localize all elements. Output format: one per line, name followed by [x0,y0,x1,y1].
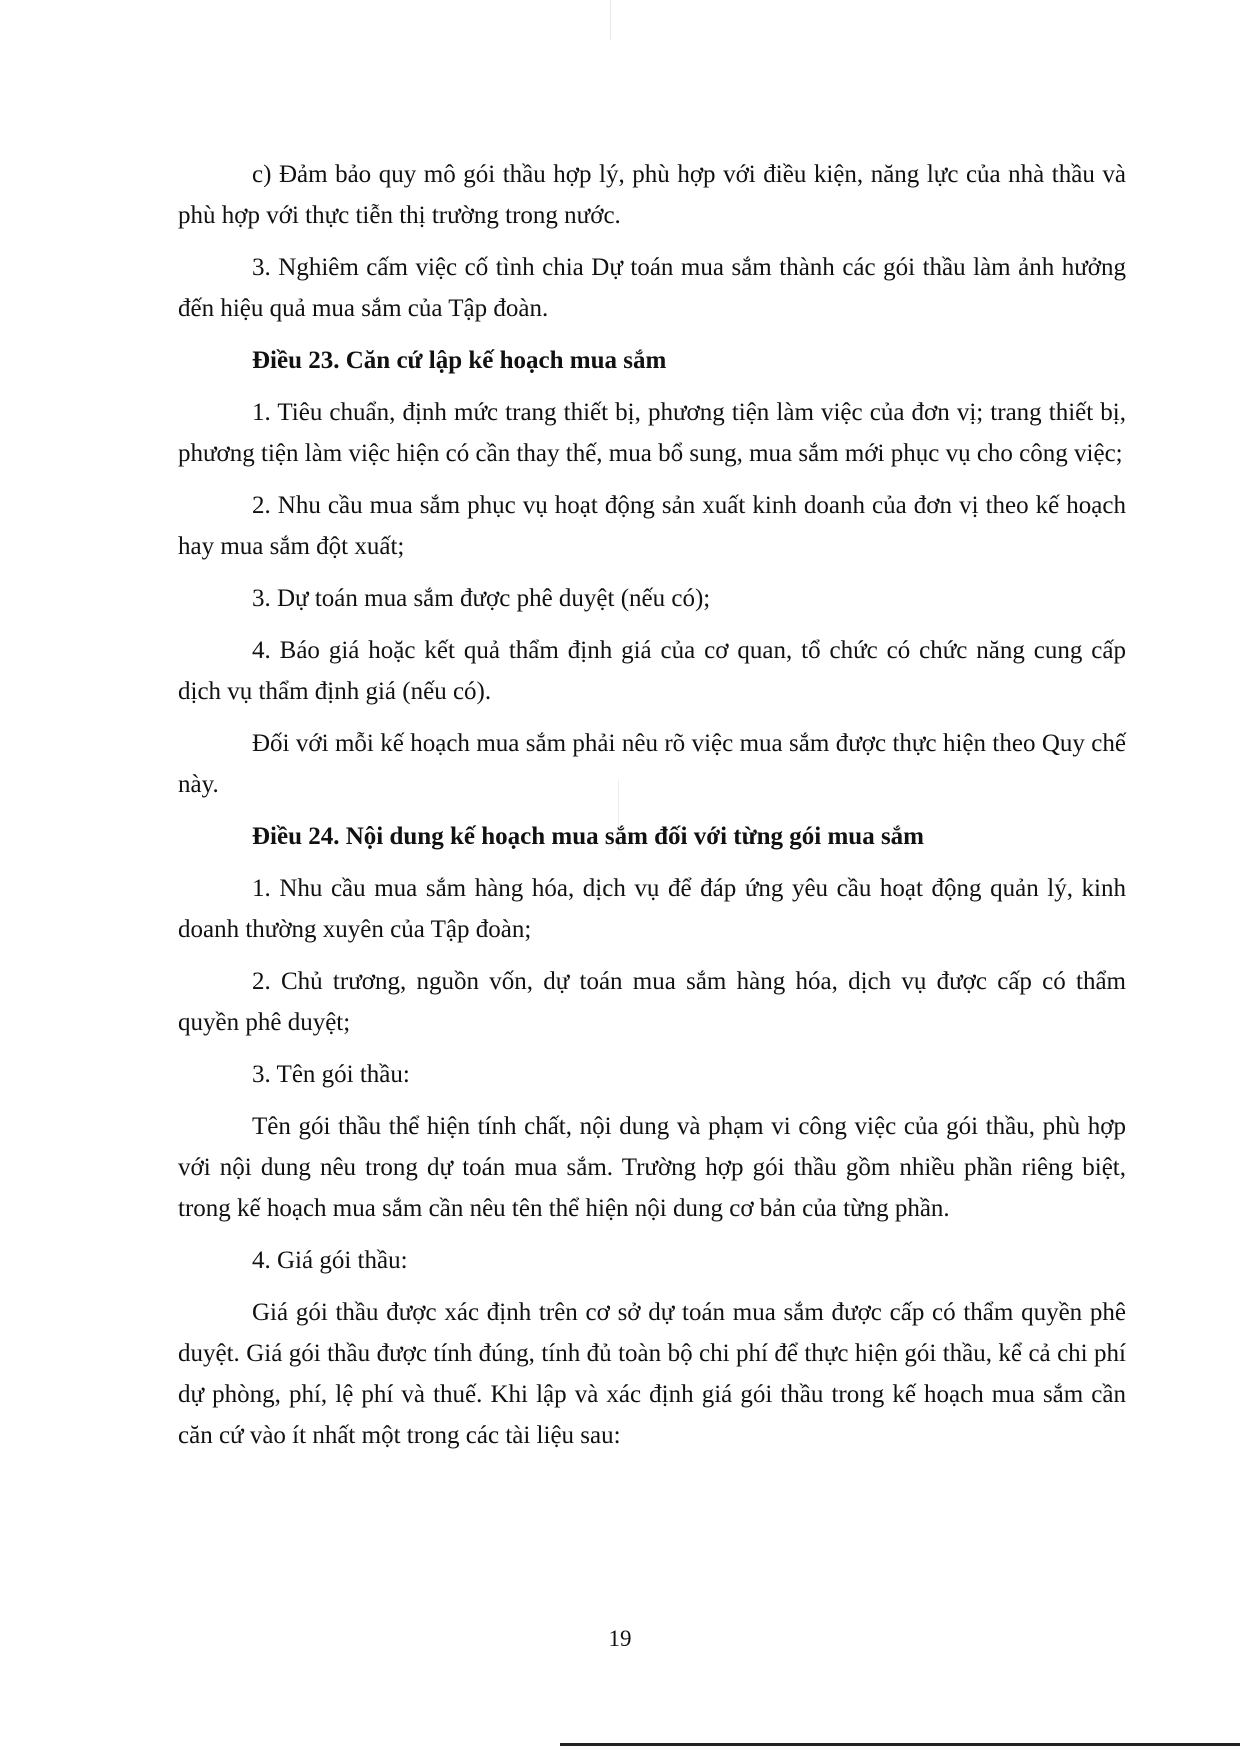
article-24-clause-4-body: Giá gói thầu được xác định trên cơ sở dự toán mua sắm được cấp có thẩm quyền phê duyệt. Giá gói thầu được tính đúng, tính đủ toàn bộ chi phí để thực hiện gói thầu, kể cả chi phí dự phòng, phí, lệ phí và thuế. Khi lập và xác định giá gói thầu trong kế hoạch mua sắm cần căn cứ vào ít nhất một trong các tài liệu sau: [178,1299,1126,1449]
paragraph-item-c: c) Đảm bảo quy mô gói thầu hợp lý, phù hợp với điều kiện, năng lực của nhà thầu và phù hợp với thực tiễn thị trường trong nước. [178,161,1126,229]
scan-artifact [610,0,611,40]
article-24-clause-3-title: 3. Tên gói thầu: [252,1061,410,1088]
article-23-clause-1: 1. Tiêu chuẩn, định mức trang thiết bị, phương tiện làm việc của đơn vị; trang thiết bị, phương tiện làm việc hiện có cần thay thế, mua bổ sung, mua sắm mới phục vụ cho công việc; [178,399,1126,467]
article-23-clause-3: 3. Dự toán mua sắm được phê duyệt (nếu có); [252,585,711,612]
document-body [178,154,1126,1467]
paragraph-clause-3-prohibition: 3. Nghiêm cấm việc cố tình chia Dự toán mua sắm thành các gói thầu làm ảnh hưởng đến hiệu quả mua sắm của Tập đoàn. [178,254,1126,322]
article-24-clause-1: 1. Nhu cầu mua sắm hàng hóa, dịch vụ để đáp ứng yêu cầu hoạt động quản lý, kinh doanh thường xuyên của Tập đoàn; [178,875,1126,943]
page-number: 19 [608,1626,632,1651]
article-24-clause-4-title: 4. Giá gói thầu: [252,1247,408,1274]
article-23-note: Đối với mỗi kế hoạch mua sắm phải nêu rõ việc mua sắm được thực hiện theo Quy chế này. [178,730,1126,798]
article-23-clause-4: 4. Báo giá hoặc kết quả thẩm định giá của cơ quan, tổ chức có chức năng cung cấp dịch vụ thẩm định giá (nếu có). [178,637,1126,705]
bottom-rule-divider [560,1743,1240,1746]
article-24-clause-2: 2. Chủ trương, nguồn vốn, dự toán mua sắm hàng hóa, dịch vụ được cấp có thẩm quyền phê duyệt; [178,968,1126,1036]
article-24-heading: Điều 24. Nội dung kế hoạch mua sắm đối với từng gói mua sắm [252,823,924,850]
article-23-clause-2: 2. Nhu cầu mua sắm phục vụ hoạt động sản xuất kinh doanh của đơn vị theo kế hoạch hay mua sắm đột xuất; [178,492,1126,560]
article-23-heading: Điều 23. Căn cứ lập kế hoạch mua sắm [252,347,667,374]
article-24-clause-3-body: Tên gói thầu thể hiện tính chất, nội dung và phạm vi công việc của gói thầu, phù hợp với nội dung nêu trong dự toán mua sắm. Trường hợp gói thầu gồm nhiều phần riêng biệt, trong kế hoạch mua sắm cần nêu tên thể hiện nội dung cơ bản của từng phần. [178,1113,1126,1222]
